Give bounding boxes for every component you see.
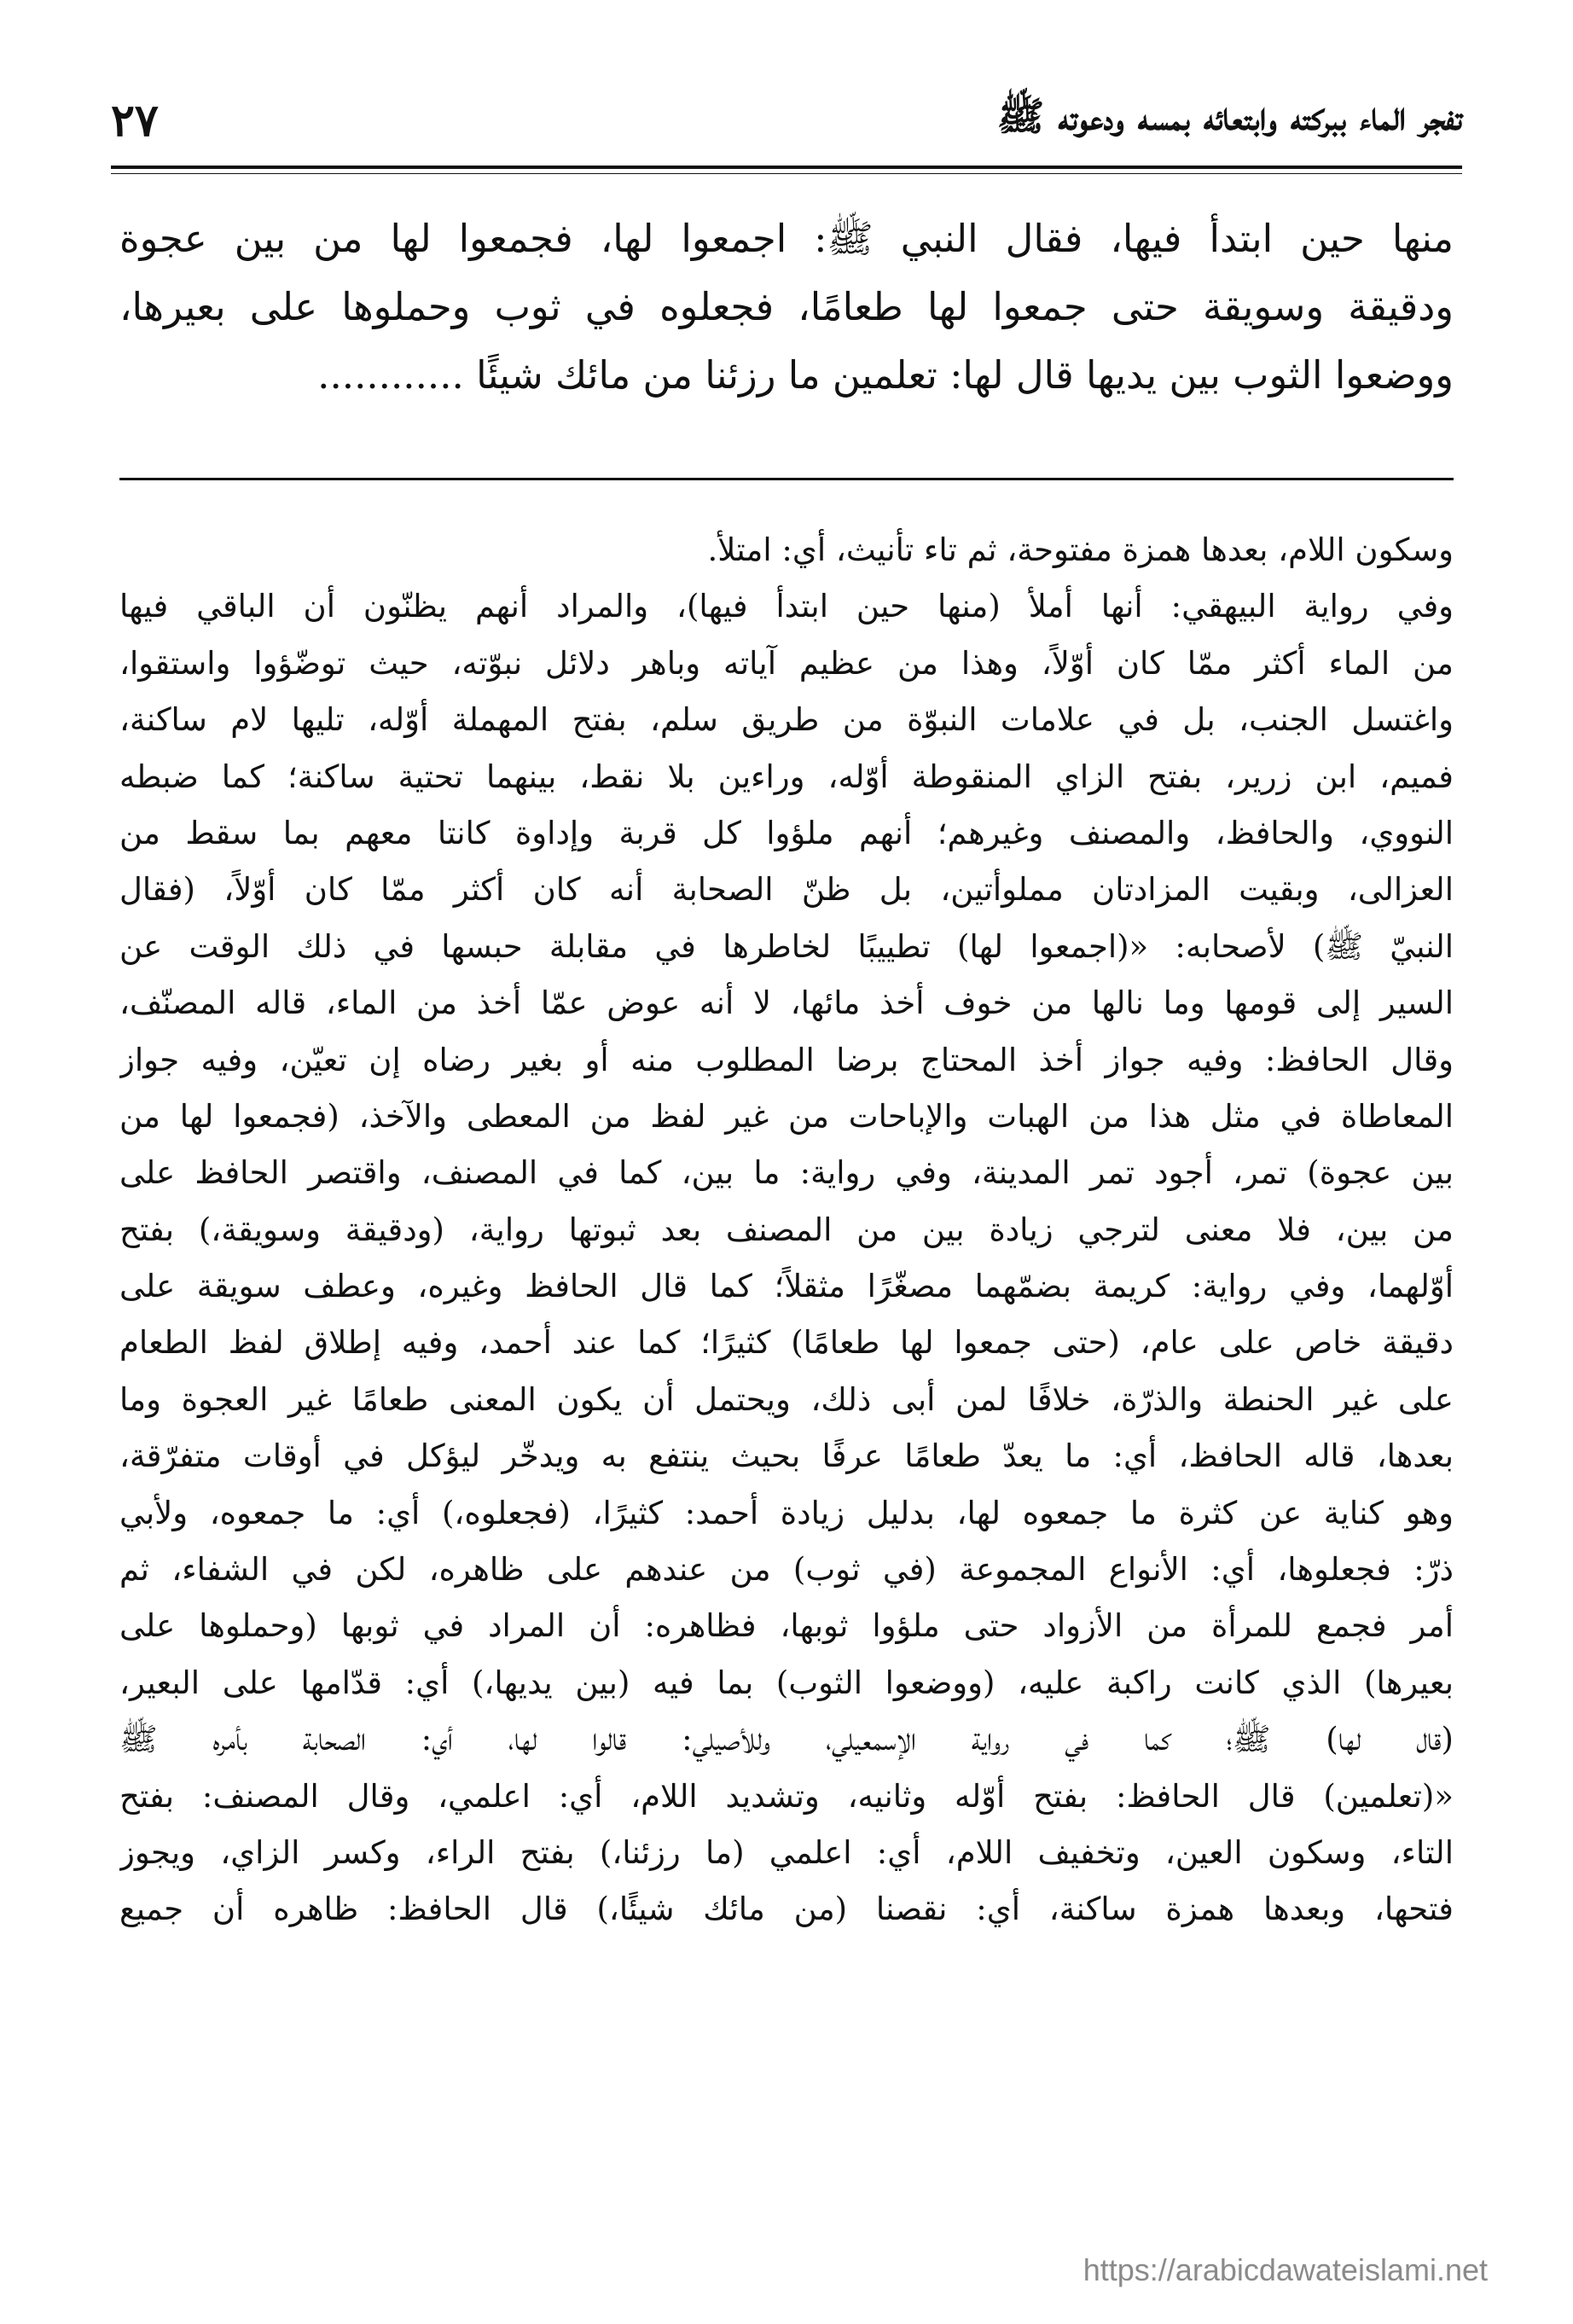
commentary-line: (قال لها) ﷺ؛ كما في رواية الإسمعيلي، وللأصيلي: قالوا لها، أي: الصحابة بأمره ﷺ	[119, 1721, 1454, 1758]
running-title: تفجر الماء ببركته وابتعائه بمسه ودعوته ﷺ	[996, 92, 1462, 139]
commentary-line: فتحها، وبعدها همزة ساكنة، أي: نقصنا (من مائك شيئًا،) قال الحافظ: ظاهره أن جميع	[119, 1891, 1454, 1928]
hadith-line: ودقيقة وسويقة حتى جمعوا لها طعامًا، فجعلوه في ثوب وحملوها على بعيرها،	[119, 284, 1454, 329]
page-number: ٢٧	[111, 94, 159, 147]
commentary-line: فميم، ابن زرير، بفتح الزاي المنقوطة أوّله، وراءين بلا نقط، بينهما تحتية ساكنة؛ كما ضبطه	[119, 758, 1454, 795]
commentary-line: السير إلى قومها وما نالها من خوف أخذ مائها، لا أنه عوض عمّا أخذ من الماء، قاله المصنّف،	[119, 985, 1454, 1022]
page-header	[111, 82, 1462, 159]
commentary-text	[119, 522, 1454, 1938]
hadith-line: منها حين ابتدأ فيها، فقال النبي ﷺ: اجمعوا لها، فجمعوا لها من بين عجوة	[119, 216, 1454, 261]
commentary-line: التاء، وسكون العين، وتخفيف اللام، أي: اعلمي (ما رزئنا،) بفتح الراء، وكسر الزاي، ويجوز	[119, 1833, 1454, 1871]
commentary-line: العزالى، وبقيت المزادتان مملوأتين، بل ظنّ الصحابة أنه كان أكثر ممّا كان أوّلاً، (فقال	[119, 871, 1454, 909]
commentary-line: «(تعلمين) قال الحافظ: بفتح أوّله وثانيه، وتشديد اللام، أي: اعلمي، وقال المصنف: بفتح	[119, 1777, 1454, 1815]
commentary-line: بعدها، قاله الحافظ، أي: ما يعدّ طعامًا عرفًا بحيث ينتفع به ويدخّر ليؤكل في أوقات متفرّقة،	[119, 1438, 1454, 1475]
hadith-text	[119, 205, 1454, 410]
commentary-line: بعيرها) الذي كانت راكبة عليه، (ووضعوا الثوب) بما فيه (بين يديها،) أي: قدّامها على البعير،	[119, 1664, 1454, 1701]
header-rule	[111, 166, 1462, 174]
commentary-line: المعاطاة في مثل هذا من الهبات والإباحات من غير لفظ من المعطى والآخذ، (فجمعوا لها من	[119, 1097, 1454, 1135]
commentary-line: ذرّ: فجعلوها، أي: الأنواع المجموعة (في ثوب) من عندهم على ظاهره، لكن في الشفاء، ثم	[119, 1551, 1454, 1589]
source-watermark: https://arabicdawateislami.net	[1083, 2252, 1488, 2287]
section-divider	[119, 478, 1454, 480]
commentary-line: بين عجوة) تمر، أجود تمر المدينة، وفي رواية: ما بين، كما في المصنف، واقتصر الحافظ على	[119, 1154, 1454, 1192]
commentary-line: وسكون اللام، بعدها همزة مفتوحة، ثم تاء تأنيث، أي: امتلأ.	[707, 532, 1454, 568]
commentary-line: وقال الحافظ: وفيه جواز أخذ المحتاج برضا المطلوب منه أو بغير رضاه إن تعيّن، وفيه جواز	[119, 1041, 1454, 1078]
commentary-line: وهو كناية عن كثرة ما جمعوه لها، بدليل زيادة أحمد: كثيرًا، (فجعلوه،) أي: ما جمعوه، ولأبي	[119, 1494, 1454, 1531]
hadith-line: ووضعوا الثوب بين يديها قال لها: تعلمين ما رزئنا من مائك شيئًا ............	[317, 352, 1454, 398]
commentary-line: النبيّ ﷺ) لأصحابه: «(اجمعوا لها) تطييبًا لخاطرها في مقابلة حبسها في ذلك الوقت عن	[119, 927, 1454, 965]
commentary-line: من الماء أكثر ممّا كان أوّلاً، وهذا من عظيم آياته وباهر دلائل نبوّته، حيث توضّؤوا واستقوا،	[119, 644, 1454, 682]
commentary-line: واغتسل الجنب، بل في علامات النبوّة من طريق سلم، بفتح المهملة أوّله، تليها لام ساكنة،	[119, 701, 1454, 739]
commentary-line: النووي، والحافظ، والمصنف وغيرهم؛ أنهم ملؤوا كل قربة وإداوة كانتا معهم بما سقط من	[119, 814, 1454, 851]
commentary-line: وفي رواية البيهقي: أنها أملأ (منها حين ابتدأ فيها)، والمراد أنهم يظنّون أن الباقي فيها	[119, 588, 1454, 625]
commentary-line: على غير الحنطة والذرّة، خلافًا لمن أبى ذلك، ويحتمل أن يكون المعنى طعامًا غير العجوة وما	[119, 1380, 1454, 1418]
commentary-line: أوّلهما، وفي رواية: كريمة بضمّهما مصغّرًا مثقلاً؛ كما قال الحافظ وغيره، وعطف سويقة على	[119, 1268, 1454, 1305]
commentary-line: دقيقة خاص على عام، (حتى جمعوا لها طعامًا) كثيرًا؛ كما عند أحمد، وفيه إطلاق لفظ الطعام	[119, 1324, 1454, 1362]
commentary-line: من بين، فلا معنى لترجي زيادة بين من المصنف بعد ثبوتها رواية، (ودقيقة وسويقة،) بفتح	[119, 1211, 1454, 1248]
commentary-line: أمر فجمع للمرأة من الأزواد حتى ملؤوا ثوبها، فظاهره: أن المراد في ثوبها (وحملوها على	[119, 1607, 1454, 1645]
